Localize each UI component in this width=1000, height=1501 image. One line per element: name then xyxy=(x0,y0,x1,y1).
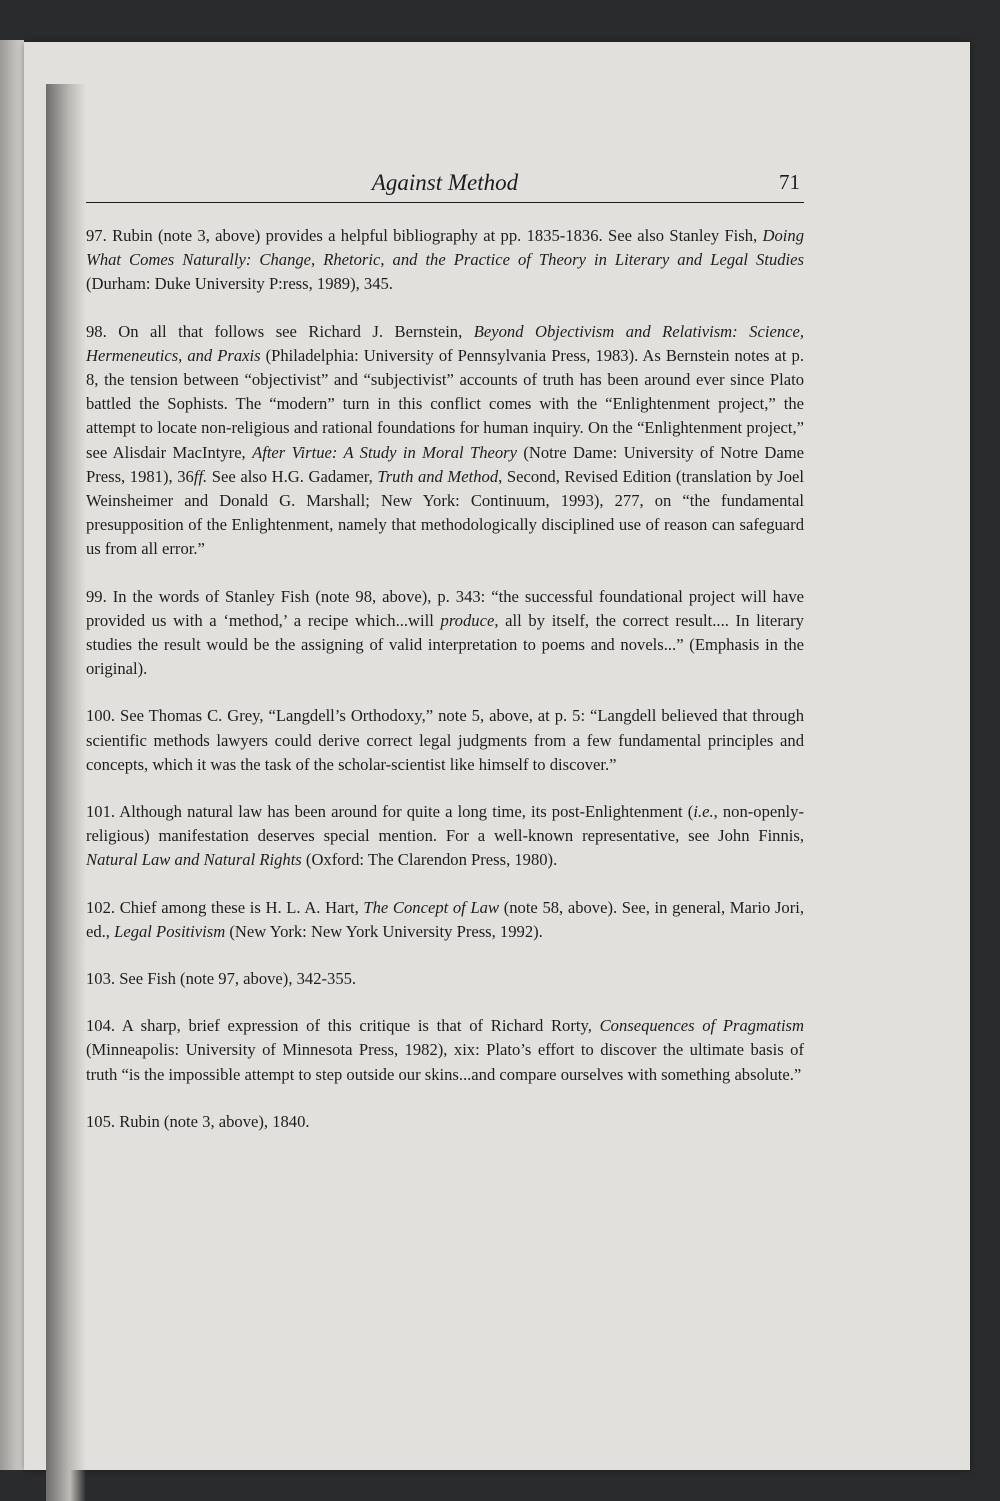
endnote-italic-title: i.e. xyxy=(693,802,714,822)
endnote-italic-title: Legal Positivism xyxy=(114,921,226,941)
endnote-text: (note 58, above). See, in general, Mario Jori, ed., xyxy=(86,897,804,941)
endnote-italic-title: produce xyxy=(440,610,495,630)
endnote-text: , all by itself, the correct result.... In literary studies the result would be the assigning of valid interpretation to poems and novels...” (Emphasis in the original). xyxy=(86,610,804,679)
endnote-text: See Fish (note 97, above), 342-355. xyxy=(115,969,357,989)
facing-page-edge xyxy=(0,40,24,1470)
endnote-italic-title: ff. xyxy=(193,466,208,486)
page-number: 71 xyxy=(779,170,800,194)
endnote xyxy=(86,1110,804,1134)
running-head xyxy=(86,168,804,203)
endnote-text: On all that follows see Richard J. Bernstein, xyxy=(106,321,474,341)
endnote-italic-title: Natural Law and Natural Rights xyxy=(86,850,302,870)
endnote-italic-title: The Concept of Law xyxy=(363,897,500,917)
endnote-text: (Oxford: The Clarendon Press, 1980). xyxy=(301,850,558,870)
endnote-number: 98. xyxy=(86,321,107,341)
endnote xyxy=(86,704,804,777)
endnote-text: (Philadelphia: University of Pennsylvania Press, 1983). As Bernstein notes at p. 8, the tension between “objectivist” and “subjectivist” accounts of truth has been around ever since Plato battled the Sophists. The “modern” turn in this conflict comes with the “Enlightenment project,” the attempt to locate non-religious and rational foundations for human inquiry. On the “Enlightenment project,” see Alisdair MacIntyre, xyxy=(86,345,804,462)
endnote-number: 105. xyxy=(86,1111,116,1131)
endnote-number: 99. xyxy=(86,586,107,606)
endnote-text: (New York: New York University Press, 1992). xyxy=(225,921,543,941)
endnote-italic-title: After Virtue: A Study in Moral Theory xyxy=(252,442,517,462)
endnote xyxy=(86,967,804,991)
endnote-text: Rubin (note 3, above) provides a helpful bibliography at pp. 1835-1836. See also Stanley Fish, xyxy=(106,226,763,245)
endnote-text: See also H.G. Gadamer, xyxy=(207,466,378,486)
endnote-italic-title: Truth and Method xyxy=(377,466,499,486)
endnote-text: (Minneapolis: University of Minnesota Press, 1982), xix: Plato’s effort to discover the ultimate basis of truth “is the impossible attempt to step outside our skins...and compare ourselves with something absolute.” xyxy=(86,1040,804,1084)
endnote xyxy=(86,896,804,944)
endnote xyxy=(86,800,804,873)
endnote-text: See Thomas C. Grey, “Langdell’s Orthodoxy,” note 5, above, at p. 5: “Langdell believed that through scientific methods lawyers could derive correct legal judgments from a few fundamental principles and concepts, which it was the task of the scholar-scientist like himself to discover.” xyxy=(86,706,804,774)
endnote-number: 102. xyxy=(86,897,116,917)
endnote xyxy=(86,585,804,682)
endnote-italic-title: Beyond Objectivism and Relativism: Science, Hermeneutics, and Praxis xyxy=(86,321,804,365)
endnote xyxy=(86,320,804,562)
endnote xyxy=(86,1014,804,1087)
endnote-number: 100. xyxy=(86,706,116,726)
gutter-shadow xyxy=(46,84,86,1501)
endnote-text: Rubin (note 3, above), 1840. xyxy=(115,1111,310,1131)
running-head-title: Against Method xyxy=(371,170,519,195)
endnote-text: (Durham: Duke University P:ress, 1989), 345. xyxy=(86,274,393,294)
endnote xyxy=(86,224,804,297)
endnote-text: (Notre Dame: University of Notre Dame Press, 1981), 36 xyxy=(86,442,804,486)
endnote-italic-title: Consequences of Pragmatism xyxy=(599,1016,804,1036)
endnote-italic-title: Doing What Comes Naturally: Change, Rhetoric, and the Practice of Theory in Literary and Legal Studies xyxy=(86,226,804,270)
endnote-number: 103. xyxy=(86,969,116,989)
endnote-text: , Second, Revised Edition (translation by Joel Weinsheimer and Donald G. Marshall; New York: Continuum, 1993), 277, on “the fundamental presupposition of the Enlightenment, namely that methodologically disciplined use of reason can safeguard us from all error.” xyxy=(86,466,805,559)
endnotes-list xyxy=(86,224,804,1157)
endnote-number: 97. xyxy=(86,226,107,245)
endnote-number: 101. xyxy=(86,802,116,822)
endnote-text: Although natural law has been around for quite a long time, its post-Enlightenment ( xyxy=(115,802,694,822)
endnote-text: In the words of Stanley Fish (note 98, above), p. 343: “the successful foundational project will have provided us with a ‘method,’ a recipe which...will xyxy=(86,586,804,630)
endnote-text: A sharp, brief expression of this critique is that of Richard Rorty, xyxy=(115,1016,600,1036)
endnote-number: 104. xyxy=(86,1016,116,1036)
endnote-text: , non-openly-religious) manifestation deserves special mention. For a well-known representative, see John Finnis, xyxy=(86,802,804,846)
endnote-text: Chief among these is H. L. A. Hart, xyxy=(115,897,364,917)
